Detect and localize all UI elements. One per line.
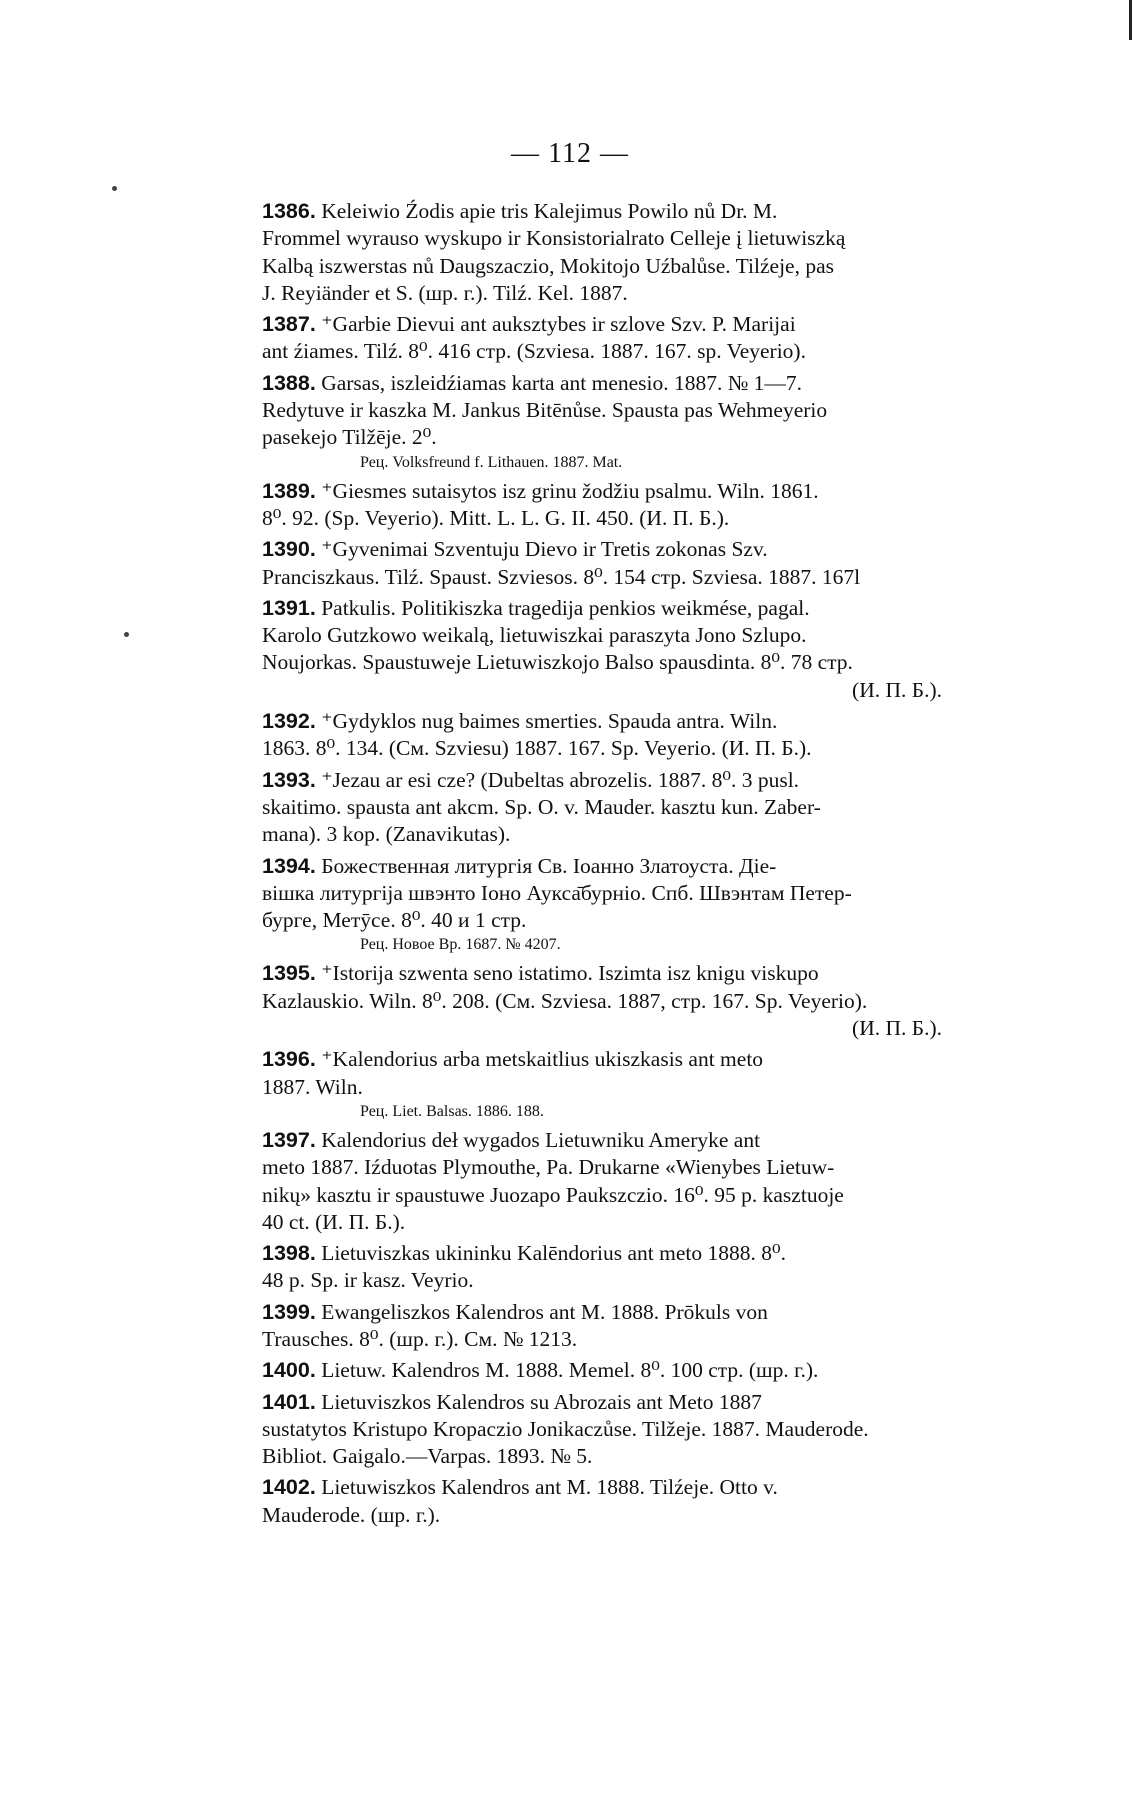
entry-line: ant źiames. Tilź. 8⁰. 416 стр. (Szviesa. 1887. 167. sp. Veyerio). — [262, 339, 806, 364]
bibliography-entry — [230, 960, 942, 1042]
entry-text: ⁺Gyvenimai Szventuju Dievo ir Tretis zokonas Szv. — [315, 537, 768, 562]
bibliography-entry — [230, 1240, 942, 1295]
bibliography-entry — [230, 1474, 942, 1529]
entry-number: 1401. — [262, 1389, 316, 1414]
entry-number: 1397. — [262, 1127, 316, 1152]
entry-number: 1394. — [262, 853, 316, 878]
entry-text: Lietuw. Kalendros M. 1888. Memel. 8⁰. 100 стр. (шр. г.). — [315, 1358, 819, 1383]
entry-line: sustatytos Kristupo Kropaczio Jonikaczůse. Tilžeje. 1887. Mauderode. — [262, 1416, 869, 1441]
entry-text: ⁺Kalendorius arba metskaitlius ukiszkasis ant meto — [315, 1047, 764, 1072]
ink-speck — [112, 186, 117, 191]
page-number: — 112 — — [511, 138, 629, 169]
entry-line — [230, 370, 942, 397]
entry-line — [230, 1299, 942, 1326]
entry-text: Lietuviszkos Kalendros su Abrozais ant Meto 1887 — [315, 1389, 762, 1414]
entry-line: 40 ct. (И. П. Б.). — [262, 1209, 406, 1234]
entry-line: 8⁰. 92. (Sp. Veyerio). Mitt. L. L. G. II. 450. (И. П. Б.). — [262, 505, 730, 530]
bibliography-entry — [230, 370, 942, 474]
entry-text: Kalendorius deł wygados Lietuwniku Ameryke ant — [315, 1127, 761, 1152]
bibliography-entry — [230, 1357, 942, 1384]
library-holding-code: (И. П. Б.). — [852, 1016, 942, 1041]
bibliography-entry — [230, 1046, 942, 1123]
bibliography-entry — [230, 478, 942, 533]
entry-line — [230, 853, 942, 880]
entry-line: Mauderode. (шр. г.). — [262, 1502, 441, 1527]
entry-text: Patkulis. Politikiszka tragedija penkios weikmése, pagal. — [315, 595, 810, 620]
review-note: Рец. Volksfreund f. Lithauen. 1887. Mat. — [360, 453, 623, 471]
entry-number: 1389. — [262, 478, 316, 503]
entry-line — [230, 198, 942, 225]
entry-line — [230, 1240, 942, 1267]
entry-number: 1395. — [262, 961, 316, 986]
entry-line: Frommel wyrauso wyskupo ir Konsistorialrato Celleje į lietuwiszką — [262, 226, 846, 251]
entry-text: ⁺Jezau ar esi cze? (Dubeltas abrozelis. 1887. 8⁰. 3 pusl. — [315, 767, 800, 792]
bibliography-entry — [230, 1127, 942, 1236]
entry-number: 1392. — [262, 709, 316, 734]
entry-line: 48 p. Sp. ir kasz. Veyrio. — [262, 1268, 474, 1293]
entry-line — [230, 536, 942, 563]
entry-line — [230, 595, 942, 622]
entry-number: 1390. — [262, 537, 316, 562]
entry-line: 1887. Wiln. — [262, 1074, 363, 1099]
entry-line — [230, 767, 942, 794]
entry-line — [230, 1127, 942, 1154]
entry-line: skaitimo. spausta ant akcm. Sp. O. v. Mauder. kasztu kun. Zaber- — [262, 794, 821, 819]
page-edge-mark — [1129, 0, 1132, 40]
entry-number: 1399. — [262, 1299, 316, 1324]
entry-line: Trausches. 8⁰. (шр. г.). См. № 1213. — [262, 1326, 578, 1351]
entry-line — [230, 1357, 942, 1384]
entry-line — [230, 311, 942, 338]
ink-speck — [124, 632, 129, 637]
bibliography-entry — [230, 1299, 942, 1354]
entry-text: Lietuviszkas ukininku Kalēndorius ant meto 1888. 8⁰. — [315, 1241, 787, 1266]
entry-number: 1386. — [262, 199, 316, 223]
entry-line: Bibliot. Gaigalo.—Varpas. 1893. № 5. — [262, 1444, 593, 1469]
entry-line — [230, 708, 942, 735]
entry-line — [230, 478, 942, 505]
entry-line: pasekejo Tilžēje. 2⁰. — [262, 425, 437, 450]
entry-text: Keleiwio Źodis apie tris Kalejimus Powilo nů Dr. M. — [315, 199, 778, 223]
entry-number: 1387. — [262, 312, 316, 337]
entry-line: Redytuve ir kaszka M. Jankus Bitēnůse. Spausta pas Wehmeyerio — [262, 398, 828, 423]
entry-number: 1396. — [262, 1047, 316, 1072]
entry-line — [230, 1474, 942, 1501]
bibliography-entry — [230, 198, 942, 307]
entry-line: Noujorkas. Spaustuweje Lietuwiszkojo Balso spausdinta. 8⁰. 78 стр. — [262, 650, 853, 675]
entry-line: вішка литургіја швэнто Іоно Аукса̄бурніо. Спб. Швэнтам Петер- — [262, 880, 852, 905]
bibliography-entry — [230, 1389, 942, 1471]
entry-line: 1863. 8⁰. 134. (См. Szviesu) 1887. 167. Sp. Veyerio. (И. П. Б.). — [262, 736, 812, 761]
entry-number: 1400. — [262, 1358, 316, 1383]
library-holding-code: (И. П. Б.). — [852, 677, 942, 702]
bibliography-entry — [230, 536, 942, 591]
entry-line: meto 1887. Iźduotas Plymouthe, Pa. Drukarne «Wienybes Lietuw- — [262, 1155, 835, 1180]
entry-line: бурге, Метӯсе. 8⁰. 40 и 1 стр. — [262, 908, 527, 933]
entry-line: J. Reyiänder et S. (шр. г.). Tilź. Kel. 1887. — [262, 280, 628, 305]
entry-text: Lietuwiszkos Kalendros ant M. 1888. Tilźeje. Otto v. — [315, 1475, 778, 1500]
entry-line: nikų» kasztu ir spaustuwe Juozapo Paukszczio. 16⁰. 95 p. kasztuoje — [262, 1182, 844, 1207]
entry-line: Karolo Gutzkowo weikalą, lietuwiszkai paraszyta Jono Szlupo. — [262, 623, 807, 648]
entry-line: Kalbą iszwerstas nů Daugszaczio, Mokitojo Uźbalůse. Tilźeje, pas — [262, 253, 835, 278]
bibliography-column — [230, 198, 942, 1533]
entry-number: 1402. — [262, 1475, 316, 1500]
entry-line: mana). 3 kop. (Zanavikutas). — [262, 822, 511, 847]
entry-line: Kazlauskio. Wiln. 8⁰. 208. (См. Szviesa. 1887, стр. 167. Sp. Veyerio). — [262, 988, 868, 1013]
entry-number: 1398. — [262, 1241, 316, 1266]
review-note: Рец. Новое Вр. 1687. № 4207. — [360, 936, 561, 954]
entry-text: ⁺Garbie Dievui ant auksztybes ir szlove Szv. P. Marijai — [315, 312, 796, 337]
entry-line — [230, 960, 942, 987]
entry-text: Божественная литургія Св. Іоанно Златоуста. Діе- — [315, 853, 777, 878]
bibliography-entry — [230, 853, 942, 957]
entry-text: Ewangeliszkos Kalendros ant M. 1888. Prōkuls von — [315, 1299, 768, 1324]
entry-line — [230, 1389, 942, 1416]
bibliography-entry — [230, 311, 942, 366]
entry-text: ⁺Gydyklos nug baimes smerties. Spauda antra. Wiln. — [315, 709, 778, 734]
entry-text: ⁺Giesmes sutaisytos isz grinu žodžiu psalmu. Wiln. 1861. — [315, 478, 819, 503]
review-note: Рец. Liet. Balsas. 1886. 188. — [360, 1102, 544, 1120]
bibliography-entry — [230, 708, 942, 763]
entry-number: 1393. — [262, 767, 316, 792]
entry-number: 1391. — [262, 595, 316, 620]
bibliography-entry — [230, 767, 942, 849]
bibliography-entry — [230, 595, 942, 704]
entry-line — [230, 1046, 942, 1073]
entry-text: Garsas, iszleidźiamas karta ant menesio. 1887. № 1—7. — [315, 370, 803, 395]
entry-text: ⁺Istorija szwenta seno istatimo. Iszimta isz knigu viskupo — [315, 961, 819, 986]
entry-line: Pranciszkaus. Tilź. Spaust. Szviesos. 8⁰. 154 стр. Szviesa. 1887. 167l — [262, 564, 861, 589]
entry-number: 1388. — [262, 370, 316, 395]
